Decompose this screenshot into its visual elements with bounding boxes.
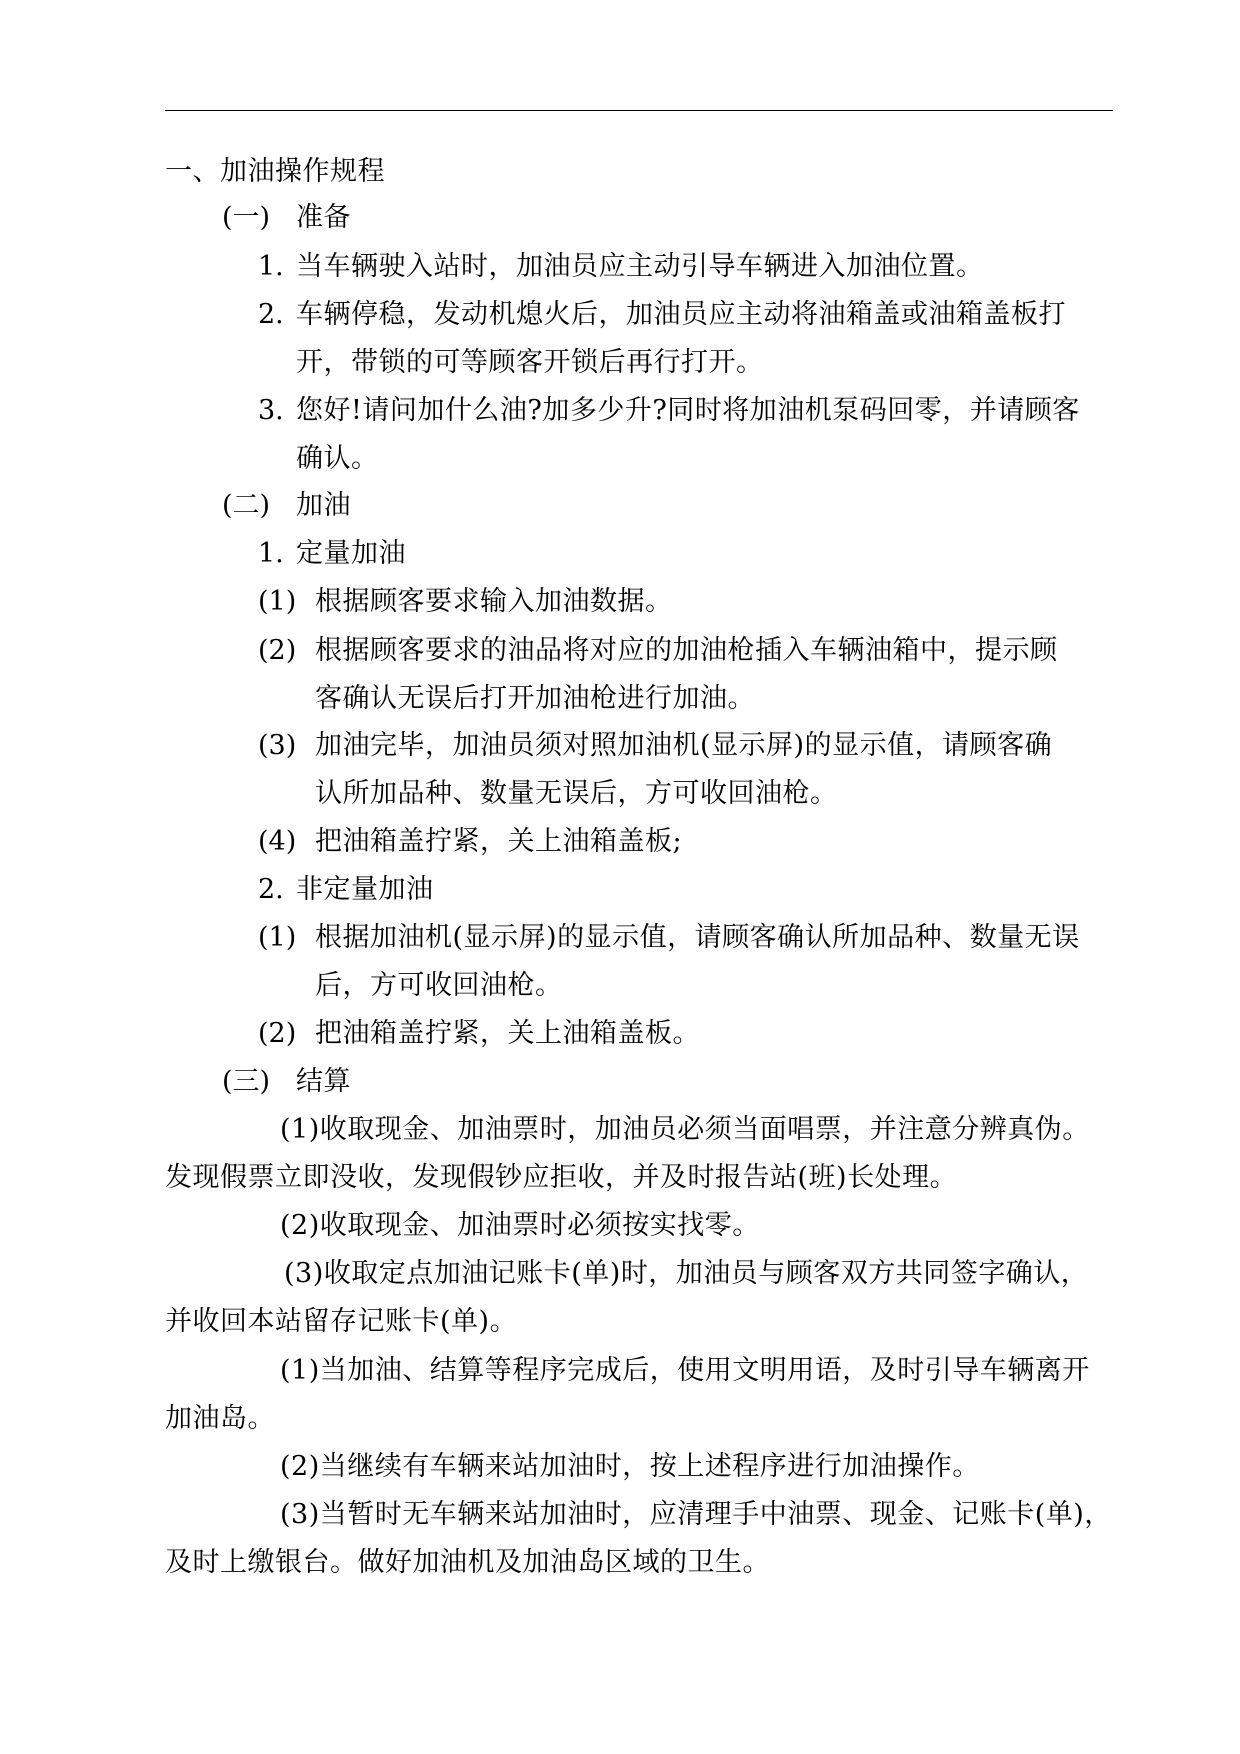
item-text: 确认。 [296, 443, 379, 474]
subsection-title: 加油 [296, 490, 351, 521]
item-text: 根据加油机(显示屏)的显示值，请顾客确认所加品种、数量无误 [315, 922, 1080, 953]
item-text: 后，方可收回油枪。 [315, 970, 563, 1001]
paragraph-line: (3)当暂时无车辆来站加油时，应清理手中油票、现金、记账卡(单)， [280, 1499, 1112, 1530]
item-number: (4) [258, 826, 297, 857]
paragraph-line: 并收回本站留存记账卡(单)。 [165, 1306, 518, 1337]
item-text: 根据顾客要求的油品将对应的加油枪插入车辆油箱中，提示顾 [315, 635, 1058, 666]
item-text: 车辆停稳，发动机熄火后，加油员应主动将油箱盖或油箱盖板打 [296, 299, 1066, 330]
item-text: 定量加油 [296, 538, 406, 569]
item-number: (3) [258, 730, 297, 761]
paragraph-line: (3)收取定点加油记账卡(单)时，加油员与顾客双方共同签字确认， [284, 1258, 1089, 1289]
item-number: 2. [258, 299, 284, 330]
header-rule [165, 110, 1113, 111]
item-number: (2) [258, 1018, 297, 1049]
subsection-title: 结算 [296, 1066, 351, 1097]
item-text: 开，带锁的可等顾客开锁后再行打开。 [296, 347, 764, 378]
paragraph-line: 及时上缴银台。做好加油机及加油岛区域的卫生。 [165, 1547, 770, 1578]
item-text: 非定量加油 [296, 874, 434, 905]
paragraph-line: (2)当继续有车辆来站加油时，按上述程序进行加油操作。 [280, 1451, 980, 1482]
item-text: 把油箱盖拧紧，关上油箱盖板。 [315, 1018, 700, 1049]
paragraph-line: (2)收取现金、加油票时必须按实找零。 [280, 1210, 760, 1241]
item-number: 1. [258, 251, 284, 282]
item-number: (2) [258, 635, 297, 666]
paragraph-line: (1)当加油、结算等程序完成后，使用文明用语，及时引导车辆离开 [280, 1355, 1090, 1386]
paragraph-line: (1)收取现金、加油票时，加油员必须当面唱票，并注意分辨真伪。 [280, 1114, 1090, 1145]
subsection-title: 准备 [296, 202, 351, 233]
item-number: (1) [258, 586, 297, 617]
section-title: 一、加油操作规程 [165, 156, 385, 187]
subsection-marker: (三) [222, 1066, 271, 1097]
paragraph-line: 发现假票立即没收，发现假钞应拒收，并及时报告站(班)长处理。 [165, 1162, 958, 1193]
subsection-marker: (一) [222, 202, 271, 233]
item-text: 您好!请问加什么油?加多少升?同时将加油机泵码回零，并请顾客 [296, 395, 1080, 426]
item-text: 当车辆驶入站时，加油员应主动引导车辆进入加油位置。 [296, 251, 984, 282]
item-text: 把油箱盖拧紧，关上油箱盖板; [315, 826, 683, 857]
subsection-marker: (二) [222, 490, 271, 521]
item-number: 1. [258, 538, 284, 569]
item-text: 根据顾客要求输入加油数据。 [315, 586, 673, 617]
item-number: 2. [258, 874, 284, 905]
item-text: 客确认无误后打开加油枪进行加油。 [315, 683, 755, 714]
item-number: (1) [258, 922, 297, 953]
item-text: 认所加品种、数量无误后，方可收回油枪。 [315, 778, 838, 809]
paragraph-line: 加油岛。 [165, 1403, 275, 1434]
item-number: 3. [258, 395, 284, 426]
item-text: 加油完毕，加油员须对照加油机(显示屏)的显示值，请顾客确 [315, 730, 1053, 761]
